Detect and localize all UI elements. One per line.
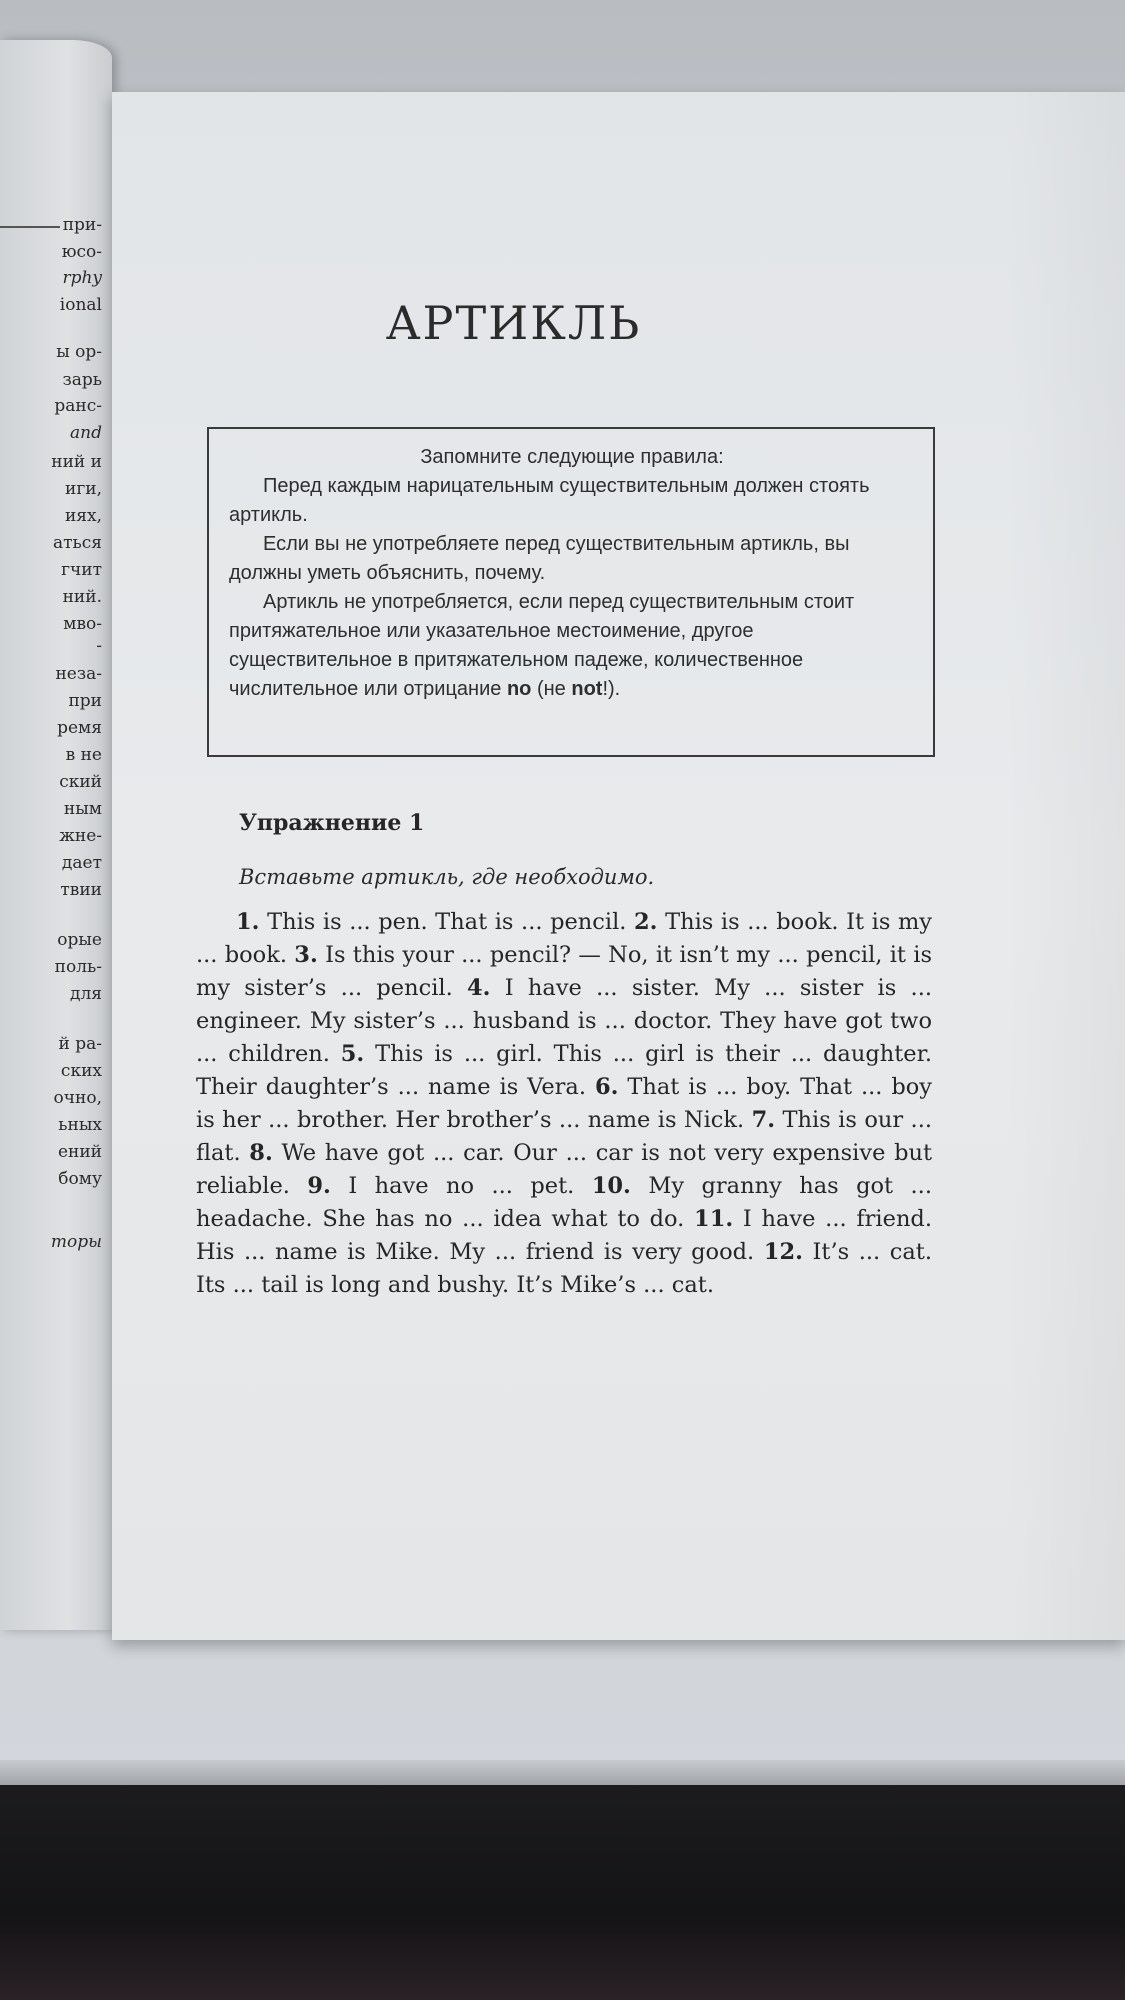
previous-page <box>0 40 112 1630</box>
previous-page-fragment: неза- <box>55 664 102 684</box>
previous-page-fragment: ным <box>63 799 102 819</box>
previous-page-fragment: - <box>96 636 102 656</box>
previous-page-fragment: иги, <box>65 479 102 499</box>
previous-page-fragment: ional <box>59 295 102 315</box>
previous-page-fragment: аться <box>52 533 102 553</box>
previous-page-rule <box>0 226 60 228</box>
exercise-item <box>236 909 626 935</box>
exercise-item-text: Is this your ... pencil? — No, it isn’t my ... pencil, it is my sister’s ... pencil. <box>196 942 932 1001</box>
previous-page-fragment: для <box>70 984 102 1004</box>
exercise-item-text: We have got ... car. Our ... car is not very expensive but reliable. <box>196 1140 933 1199</box>
exercise-item-number: 9. <box>307 1173 331 1199</box>
previous-page-fragment: rphy <box>62 268 102 288</box>
previous-page-fragment: в не <box>65 745 102 765</box>
exercise-item-text: That is ... boy. That ... boy is her ... brother. Her brother’s ... name is Nick. <box>196 1074 932 1133</box>
exercise-item-text: It’s ... cat. Its ... tail is long and bushy. It’s Mike’s ... cat. <box>196 1239 932 1298</box>
previous-page-fragment: при <box>68 691 102 711</box>
previous-page-fragment: ский <box>59 772 102 792</box>
rule-3-text: Артикль не употребляется, если перед существительным стоит притяжательное или указательное местоимение, другое существительное в притяжательном падеже, количественное числительное или отрицание <box>229 591 855 700</box>
previous-page-fragment: й ра- <box>58 1034 102 1054</box>
exercise-item-number: 2. <box>634 909 658 935</box>
previous-page-fragment: ремя <box>57 718 102 738</box>
page-title: АРТИКЛЬ <box>385 296 642 350</box>
previous-page-fragment: ских <box>60 1061 102 1081</box>
previous-page-fragment: гчит <box>61 560 102 580</box>
exercise-item-number: 7. <box>751 1107 776 1133</box>
exercise-item-number: 5. <box>340 1041 365 1067</box>
previous-page-fragment: ы ор- <box>56 342 102 362</box>
previous-page-fragment: and <box>70 423 102 443</box>
previous-page-fragment: мво- <box>63 614 102 634</box>
exercise-item-text: This is ... pen. That is ... pencil. <box>267 909 627 935</box>
exercise-item-number: 11. <box>694 1206 734 1232</box>
previous-page-fragment: юсо- <box>61 242 102 262</box>
exercise-item-text: This is ... book. It is my ... book. <box>196 909 932 968</box>
exercise-item-number: 1. <box>236 909 260 935</box>
previous-page-fragment: иях, <box>64 506 102 526</box>
previous-page-fragment: ьных <box>58 1115 102 1135</box>
previous-page-fragment: очно, <box>53 1088 102 1108</box>
previous-page-fragment: твии <box>60 880 102 900</box>
rules-box <box>207 427 935 757</box>
rule-3-paren-close: !). <box>602 678 621 700</box>
exercise-item-number: 12. <box>763 1239 803 1265</box>
rule-3-no: no <box>506 678 532 700</box>
page-shading <box>1005 92 1125 1640</box>
exercise-item-number: 4. <box>467 975 491 1001</box>
previous-page-fragment: поль- <box>54 957 102 977</box>
exercise-item <box>307 1173 574 1199</box>
exercise-item-text: This is ... girl. This ... girl is their ... daughter. Their daughter’s ... name is Vera. <box>196 1041 933 1100</box>
previous-page-fragment: ний и <box>51 452 102 472</box>
previous-page-fragment: бому <box>58 1169 102 1189</box>
previous-page-fragment: дает <box>61 853 102 873</box>
rule-3 <box>229 588 915 704</box>
exercise-item-text: I have no ... pet. <box>348 1173 575 1199</box>
exercise-instruction: Вставьте артикль, где необходимо. <box>239 865 655 889</box>
exercise-title: Упражнение 1 <box>239 810 425 836</box>
rule-2: Если вы не употребляете перед существительным артикль, вы должны уметь объяснить, почему. <box>229 533 850 584</box>
previous-page-fragment: жне- <box>59 826 102 846</box>
previous-page-fragment: при- <box>62 215 102 235</box>
rule-3-paren-open: (не <box>536 678 566 700</box>
exercise-text <box>196 906 932 1302</box>
book-page <box>112 92 1125 1640</box>
rule-3-not: not <box>571 678 603 700</box>
exercise-item-number: 6. <box>594 1074 619 1100</box>
rules-heading: Запомните следующие правила: <box>420 446 724 468</box>
dark-background <box>0 1785 1125 2000</box>
exercise-item-text: This is our ... flat. <box>196 1107 932 1166</box>
previous-page-fragment: зарь <box>62 370 102 390</box>
exercise-item-text: My granny has got ... headache. She has no ... idea what to do. <box>196 1173 932 1232</box>
rule-1: Перед каждым нарицательным существительным должен стоять артикль. <box>229 475 870 526</box>
previous-page-fragment: торы <box>50 1232 102 1252</box>
exercise-item-text: I have ... sister. My ... sister is ... engineer. My sister’s ... husband is ... doctor. They have got two ... children. <box>196 975 932 1067</box>
exercise-item-number: 8. <box>249 1140 273 1166</box>
previous-page-fragment: орые <box>57 930 102 950</box>
exercise-item-number: 3. <box>294 942 318 968</box>
previous-page-fragment: ений <box>57 1142 102 1162</box>
previous-page-fragment: ранс- <box>54 396 102 416</box>
exercise-item-number: 10. <box>591 1173 631 1199</box>
previous-page-fragment: ний. <box>62 587 102 607</box>
exercise-item-text: I have ... friend. His ... name is Mike. My ... friend is very good. <box>196 1206 932 1265</box>
